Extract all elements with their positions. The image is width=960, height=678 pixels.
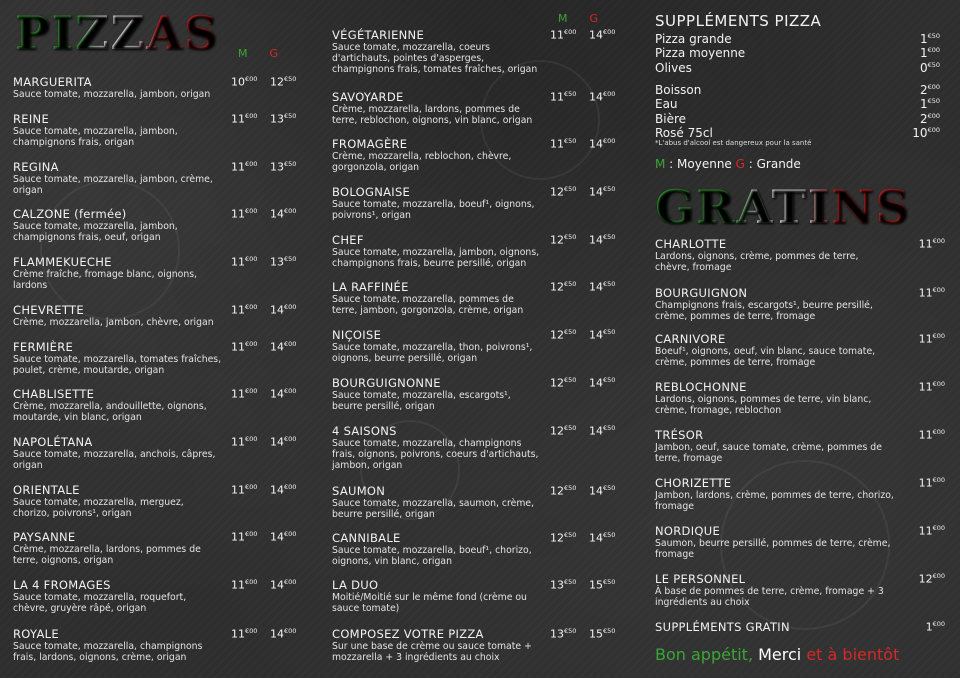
price-medium: $11^{€50}$ <box>550 90 577 104</box>
price-medium: $12^{€50}$ <box>550 328 577 342</box>
gratin-name: LE PERSONNEL <box>655 572 746 586</box>
pizza-description: Sauce tomate, mozzarella, jambon, oignons, champignons frais, beurre persillé, origan <box>332 247 540 269</box>
gratin-description: À base de pommes de terre, crème, fromage + 3 ingrédients au choix <box>655 586 884 608</box>
price-large: $15^{€50}$ <box>589 578 616 592</box>
price-medium: $12^{€50}$ <box>550 280 577 294</box>
price-medium: $11^{€00}$ <box>231 207 258 221</box>
pizza-item <box>332 137 622 173</box>
supplement-price: $2^{€00}$ <box>919 83 940 97</box>
price-large: $13^{€50}$ <box>270 112 297 126</box>
pizza-description: Sauce tomate, mozzarella, champignons frais, lardons, oignons, crème, origan <box>13 641 203 663</box>
pizza-item <box>332 28 622 75</box>
supplement-price: $1^{€00}$ <box>919 46 940 60</box>
pizza-name: FROMAGÈRE <box>332 137 408 151</box>
size-m-label: M <box>558 12 568 25</box>
pizza-item <box>332 578 622 614</box>
price-medium: $11^{€00}$ <box>231 255 258 269</box>
supplement-row <box>655 97 940 111</box>
supplement-label: Bière <box>655 112 687 126</box>
pizza-name: FERMIÈRE <box>13 340 74 354</box>
price-medium: $12^{€50}$ <box>550 233 577 247</box>
pizza-name: NIÇOISE <box>332 328 382 342</box>
pizza-name: ROYALE <box>13 627 59 641</box>
pizza-description: Crème, mozzarella, lardons, pommes de terre, reblochon, oignons, vin blanc, origan <box>332 104 533 126</box>
price-medium: $11^{€50}$ <box>550 137 577 151</box>
price-large: $14^{€00}$ <box>270 303 297 317</box>
gratin-description: Boeuf¹, oignons, oeuf, vin blanc, sauce tomate, crème, pommes de terre, fromage <box>655 346 876 368</box>
pizza-name: COMPOSEZ VOTRE PIZZA <box>332 627 484 641</box>
price-large: $14^{€00}$ <box>270 578 297 592</box>
supplement-label: Pizza grande <box>655 32 732 46</box>
pizza-description: Sauce tomate, mozzarella, anchois, câpres, origan <box>13 449 216 471</box>
pizza-description: Moitié/Moitié sur le même fond (crème ou sauce tomate) <box>332 592 527 614</box>
pizza-item <box>13 255 303 291</box>
size-g-label: G <box>269 47 279 60</box>
gratin-name: CARNIVORE <box>655 332 726 346</box>
supp-gratin-label: SUPPLÉMENTS GRATIN <box>655 620 790 634</box>
pizza-description: Crème, mozzarella, jambon, chèvre, origan <box>13 317 214 328</box>
gratin-price: $11^{€00}$ <box>918 524 945 538</box>
size-legend <box>655 157 801 171</box>
pizza-name: MARGUERITA <box>13 75 92 89</box>
pizza-name: SAVOYARDE <box>332 90 404 104</box>
price-large: $14^{€50}$ <box>589 376 616 390</box>
supplement-price: $10^{€00}$ <box>912 126 940 140</box>
gratin-description: Champignons frais, escargots¹, beurre persillé, crème, pommes de terre, fromage <box>655 300 873 322</box>
pizza-name: VÉGÉTARIENNE <box>332 28 425 42</box>
price-large: $14^{€50}$ <box>589 328 616 342</box>
gratin-item <box>655 428 945 464</box>
price-medium: $11^{€00}$ <box>231 627 258 641</box>
gratin-name: REBLOCHONNE <box>655 380 747 394</box>
gratin-item <box>655 286 945 322</box>
pizza-item <box>13 435 303 471</box>
supplements-title: SUPPLÉMENTS PIZZA <box>655 12 822 30</box>
price-large: $14^{€00}$ <box>270 530 297 544</box>
pizza-item <box>332 484 622 520</box>
pizza-description: Sauce tomate, mozzarella, pommes de terre, jambon, gorgonzola, crème, origan <box>332 294 524 316</box>
size-header <box>558 12 598 25</box>
price-large: $14^{€50}$ <box>589 233 616 247</box>
price-medium: $11^{€00}$ <box>231 387 258 401</box>
gratins-title: GRATINS <box>655 180 911 234</box>
price-medium: $12^{€50}$ <box>550 484 577 498</box>
gratin-price: $11^{€00}$ <box>918 237 945 251</box>
price-large: $14^{€00}$ <box>270 340 297 354</box>
price-medium: $10^{€00}$ <box>231 75 258 89</box>
gratin-name: TRÉSOR <box>655 428 704 442</box>
pizza-name: LA RAFFINÉE <box>332 280 409 294</box>
price-large: $14^{€00}$ <box>270 387 297 401</box>
decorative-swirl <box>40 180 180 320</box>
pizza-description: Crème fraîche, fromage blanc, oignons, lardons <box>13 269 198 291</box>
pizza-description: Sauce tomate, mozzarella, jambon, champignons frais, oeuf, origan <box>13 221 178 243</box>
legend-g: G <box>735 157 745 171</box>
gratin-price: $11^{€00}$ <box>918 332 945 346</box>
pizza-item <box>13 303 303 328</box>
gratin-description: Lardons, oignons, pommes de terre, vin blanc, crème, fromage, reblochon <box>655 394 872 416</box>
supplement-price: $1^{€50}$ <box>919 32 940 46</box>
pizza-name: CHEVRETTE <box>13 303 84 317</box>
pizza-item <box>13 483 303 519</box>
alcohol-note: *L'abus d'alcool est dangereux pour la santé <box>655 139 812 147</box>
pizza-name: FLAMMEKUECHE <box>13 255 112 269</box>
pizza-item <box>332 185 622 221</box>
pizza-name: PAYSANNE <box>13 530 76 544</box>
price-medium: $11^{€00}$ <box>231 160 258 174</box>
supplement-label: Olives <box>655 61 692 75</box>
pizza-item <box>13 75 303 100</box>
price-medium: $12^{€50}$ <box>550 531 577 545</box>
price-large: $14^{€00}$ <box>270 627 297 641</box>
pizza-description: Crème, mozzarella, andouillette, oignons, moutarde, vin blanc, origan <box>13 401 207 423</box>
price-large: $14^{€00}$ <box>270 435 297 449</box>
pizza-description: Sauce tomate, mozzarella, tomates fraîches, poulet, crème, moutarde, origan <box>13 354 222 376</box>
pizza-name: BOURGUIGNONNE <box>332 376 441 390</box>
pizza-description: Sauce tomate, mozzarella, thon, poivrons¹, oignons, beurre persillé, origan <box>332 342 533 364</box>
supplement-price: $0^{€50}$ <box>919 61 940 75</box>
price-medium: $12^{€50}$ <box>550 376 577 390</box>
pizza-name: NAPOLÉTANA <box>13 435 93 449</box>
pizza-item <box>13 387 303 423</box>
pizza-description: Sur une base de crème ou sauce tomate + mozzarella + 3 ingrédients au choix <box>332 641 532 663</box>
pizza-name: ORIENTALE <box>13 483 80 497</box>
supplement-label: Pizza moyenne <box>655 46 746 60</box>
supplement-price: $1^{€50}$ <box>919 97 940 111</box>
supplement-label: Boisson <box>655 83 702 97</box>
pizza-item <box>332 90 622 126</box>
legend-g-text: : Grande <box>744 157 801 171</box>
pizza-description: Sauce tomate, mozzarella, champignons frais, oignons, poivrons, coeurs d'artichauts, jambon, origan <box>332 438 539 471</box>
price-medium: $11^{€00}$ <box>231 435 258 449</box>
supp-gratin-row <box>655 620 945 634</box>
pizza-description: Sauce tomate, mozzarella, boeuf¹, chorizo, oignons, vin blanc, origan <box>332 545 532 567</box>
supplement-row <box>655 126 940 140</box>
supplement-label: Rosé 75cl <box>655 126 713 140</box>
pizza-item <box>13 207 303 243</box>
pizza-description: Sauce tomate, mozzarella, roquefort, chèvre, gruyère râpé, origan <box>13 592 187 614</box>
pizza-description: Sauce tomate, mozzarella, saumon, crème, beurre persillé, origan <box>332 498 535 520</box>
price-large: $13^{€50}$ <box>270 255 297 269</box>
gratin-item <box>655 476 945 512</box>
size-g-label: G <box>589 12 599 25</box>
gratin-item <box>655 332 945 368</box>
gratin-price: $11^{€00}$ <box>918 476 945 490</box>
price-large: $12^{€50}$ <box>270 75 297 89</box>
gratin-name: BOURGUIGNON <box>655 286 748 300</box>
price-large: $14^{€00}$ <box>270 207 297 221</box>
price-medium: $11^{€00}$ <box>231 340 258 354</box>
supplement-row <box>655 46 940 60</box>
pizza-item <box>332 280 622 316</box>
pizza-name: LA 4 FROMAGES <box>13 578 111 592</box>
gratin-description: Jambon, oeuf, sauce tomate, crème, pommes de terre, fromage <box>655 442 882 464</box>
price-medium: $11^{€00}$ <box>231 578 258 592</box>
pizza-name: CALZONE (fermée) <box>13 207 127 221</box>
pizza-item <box>13 112 303 148</box>
pizza-name: CHABLISETTE <box>13 387 95 401</box>
footer-part-1: Bon appétit, <box>655 645 759 664</box>
gratin-description: Jambon, lardons, crème, pommes de terre, chorizo, fromage <box>655 490 894 512</box>
gratin-price: $11^{€00}$ <box>918 286 945 300</box>
gratin-price: $11^{€00}$ <box>918 380 945 394</box>
legend-m-text: : Moyenne <box>665 157 736 171</box>
pizza-name: 4 SAISONS <box>332 424 397 438</box>
gratin-item <box>655 572 945 608</box>
price-medium: $11^{€00}$ <box>550 28 577 42</box>
pizza-description: Sauce tomate, mozzarella, merguez, chorizo, poivrons¹, origan <box>13 497 184 519</box>
supp-gratin-price: $1^{€00}$ <box>925 620 945 634</box>
size-m-label: M <box>238 47 248 60</box>
pizza-name: CANNIBALE <box>332 531 401 545</box>
price-large: $14^{€00}$ <box>589 90 616 104</box>
price-large: $14^{€50}$ <box>589 185 616 199</box>
pizza-description: Crème, mozzarella, reblochon, chèvre, gorgonzola, origan <box>332 151 512 173</box>
price-medium: $13^{€50}$ <box>550 578 577 592</box>
pizza-item <box>332 328 622 364</box>
price-large: $15^{€50}$ <box>589 627 616 641</box>
gratin-item <box>655 237 945 273</box>
supplement-label: Eau <box>655 97 678 111</box>
pizza-item <box>332 424 622 471</box>
gratin-item <box>655 524 945 560</box>
price-medium: $13^{€50}$ <box>550 627 577 641</box>
supplement-row <box>655 61 940 75</box>
price-medium: $11^{€00}$ <box>231 303 258 317</box>
pizza-description: Sauce tomate, mozzarella, jambon, origan <box>13 89 211 100</box>
pizza-item <box>13 340 303 376</box>
price-medium: $12^{€50}$ <box>550 424 577 438</box>
price-large: $14^{€00}$ <box>589 28 616 42</box>
gratin-price: $11^{€00}$ <box>918 428 945 442</box>
pizza-name: BOLOGNAISE <box>332 185 411 199</box>
gratin-description: Lardons, oignons, crème, pommes de terre, chèvre, fromage <box>655 251 859 273</box>
price-medium: $12^{€50}$ <box>550 185 577 199</box>
footer-part-3: et à bientôt <box>806 645 900 664</box>
price-large: $13^{€50}$ <box>270 160 297 174</box>
pizza-name: REINE <box>13 112 50 126</box>
price-medium: $11^{€00}$ <box>231 112 258 126</box>
gratin-item <box>655 380 945 416</box>
pizza-name: REGINA <box>13 160 59 174</box>
pizza-description: Sauce tomate, mozzarella, escargots¹, beurre persillé, origan <box>332 390 511 412</box>
legend-m: M <box>655 157 666 171</box>
price-medium: $11^{€00}$ <box>231 483 258 497</box>
pizza-item <box>13 627 303 663</box>
pizza-description: Sauce tomate, mozzarella, coeurs d'artichauts, pointes d'asperges, champignons frais, tomates fraîches, origan <box>332 42 538 75</box>
supplement-row <box>655 32 940 46</box>
footer-part-2: Merci <box>758 645 807 664</box>
supplement-price: $2^{€00}$ <box>919 112 940 126</box>
gratin-price: $12^{€00}$ <box>918 572 945 586</box>
gratin-name: NORDIQUE <box>655 524 721 538</box>
pizza-name: SAUMON <box>332 484 386 498</box>
pizza-description: Sauce tomate, mozzarella, boeuf¹, oignons, poivrons¹, origan <box>332 199 535 221</box>
pizzas-title: PIZZAS <box>15 6 220 60</box>
pizza-description: Sauce tomate, mozzarella, jambon, champignons frais, origan <box>13 126 178 148</box>
supplement-row <box>655 112 940 126</box>
supplement-row <box>655 83 940 97</box>
pizza-description: Sauce tomate, mozzarella, jambon, crème, origan <box>13 174 213 196</box>
gratin-description: Saumon, beurre persillé, pommes de terre, crème, fromage <box>655 538 891 560</box>
pizza-item <box>332 531 622 567</box>
pizza-description: Crème, mozzarella, lardons, pommes de terre, oignons, origan <box>13 544 201 566</box>
pizza-item <box>332 233 622 269</box>
price-large: $14^{€50}$ <box>589 484 616 498</box>
gratin-name: CHORIZETTE <box>655 476 732 490</box>
price-large: $14^{€00}$ <box>589 137 616 151</box>
size-header <box>238 47 278 60</box>
pizza-item <box>13 160 303 196</box>
pizza-item <box>13 530 303 566</box>
pizza-name: LA DUO <box>332 578 379 592</box>
price-large: $14^{€50}$ <box>589 531 616 545</box>
price-large: $14^{€00}$ <box>270 483 297 497</box>
price-large: $14^{€50}$ <box>589 280 616 294</box>
gratin-name: CHARLOTTE <box>655 237 727 251</box>
pizza-item <box>332 627 622 663</box>
footer-message <box>655 645 899 664</box>
pizza-item <box>13 578 303 614</box>
pizza-name: CHEF <box>332 233 364 247</box>
pizza-item <box>332 376 622 412</box>
price-medium: $11^{€00}$ <box>231 530 258 544</box>
price-large: $14^{€50}$ <box>589 424 616 438</box>
